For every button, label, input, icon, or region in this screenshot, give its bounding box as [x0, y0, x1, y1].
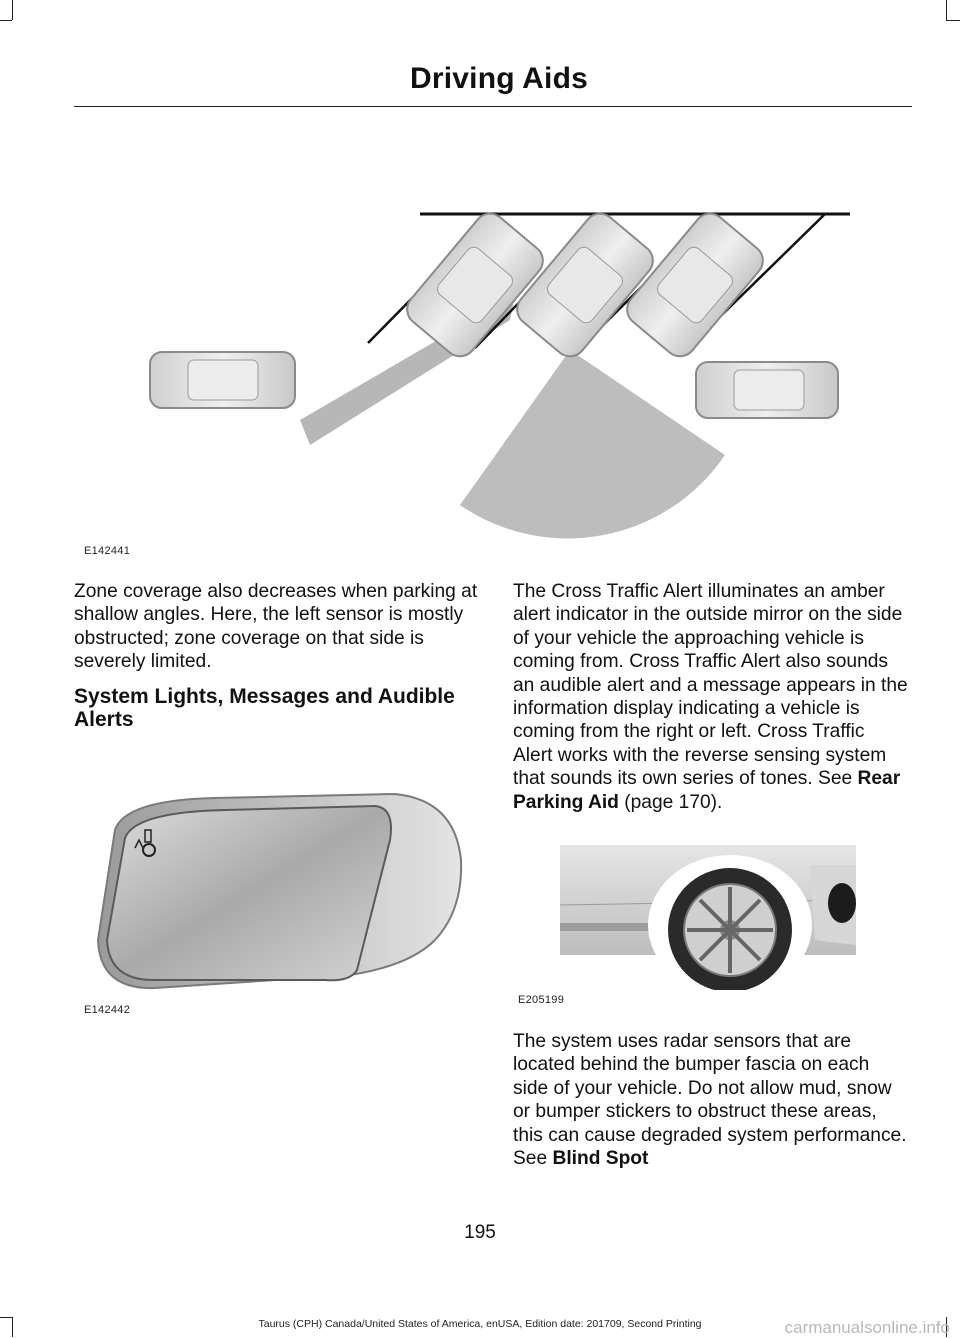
rear-parking-aid-link[interactable]: Rear Parking Aid: [513, 768, 901, 813]
parked-car: [511, 207, 660, 363]
figure-code: E142441: [84, 545, 131, 557]
parked-car: [621, 207, 770, 363]
parked-car: [401, 207, 550, 363]
exhaust-tip: [828, 883, 856, 923]
edition-footer: Taurus (CPH) Canada/United States of America, enUSA, Edition date: 201709, Second Printing: [258, 1318, 702, 1330]
watermark: carmanualsonline.info: [784, 1318, 950, 1337]
paragraph-text: The system uses radar sensors that are located behind the bumper fascia on each side of your vehicle. Do not allow mud, snow or bumper stickers to obstruct these areas, this can cause degraded system performance. See: [513, 1031, 907, 1170]
approaching-car-right: [696, 362, 838, 418]
header-divider: [74, 106, 912, 107]
approaching-car-left: [150, 352, 295, 408]
section-heading: System Lights, Messages and Audible Alerts: [74, 685, 455, 731]
right-sensor-zone: [460, 350, 725, 538]
page-title: Driving Aids: [410, 62, 588, 95]
paragraph-cross-traffic-alert: [513, 580, 908, 814]
blind-spot-link[interactable]: Blind Spot: [552, 1148, 649, 1170]
crop-mark-top-left-h: [0, 20, 12, 21]
paragraph-text: The Cross Traffic Alert illuminates an amber alert indicator in the outside mirror on the side of your vehicle the approaching vehicle is coming from. Cross Traffic Alert also sounds an audible alert and a message appears in the information display indicating a vehicle is coming from the right or left. Cross Traffic Alert works with the reverse sensing system that sounds its own series of tones. See: [513, 581, 908, 790]
paragraph-radar-sensors: [513, 1030, 908, 1170]
crop-mark-top-left-v: [12, 0, 13, 20]
page-number: 195: [464, 1222, 496, 1243]
rear-bumper-sensor-illustration: [560, 845, 856, 990]
figure-code: E205199: [518, 994, 565, 1006]
side-mirror-illustration: [95, 790, 465, 995]
figure-code: E142442: [84, 1004, 131, 1016]
crop-mark-top-right-v: [946, 0, 947, 20]
cross-traffic-parking-diagram: [140, 200, 860, 540]
page-reference: (page 170).: [618, 791, 723, 813]
paragraph-zone-coverage: Zone coverage also decreases when parking at shallow angles. Here, the left sensor is mostly obstructed; zone coverage on that side is severely limited.: [74, 581, 478, 673]
crop-mark-top-right-h: [946, 20, 960, 21]
